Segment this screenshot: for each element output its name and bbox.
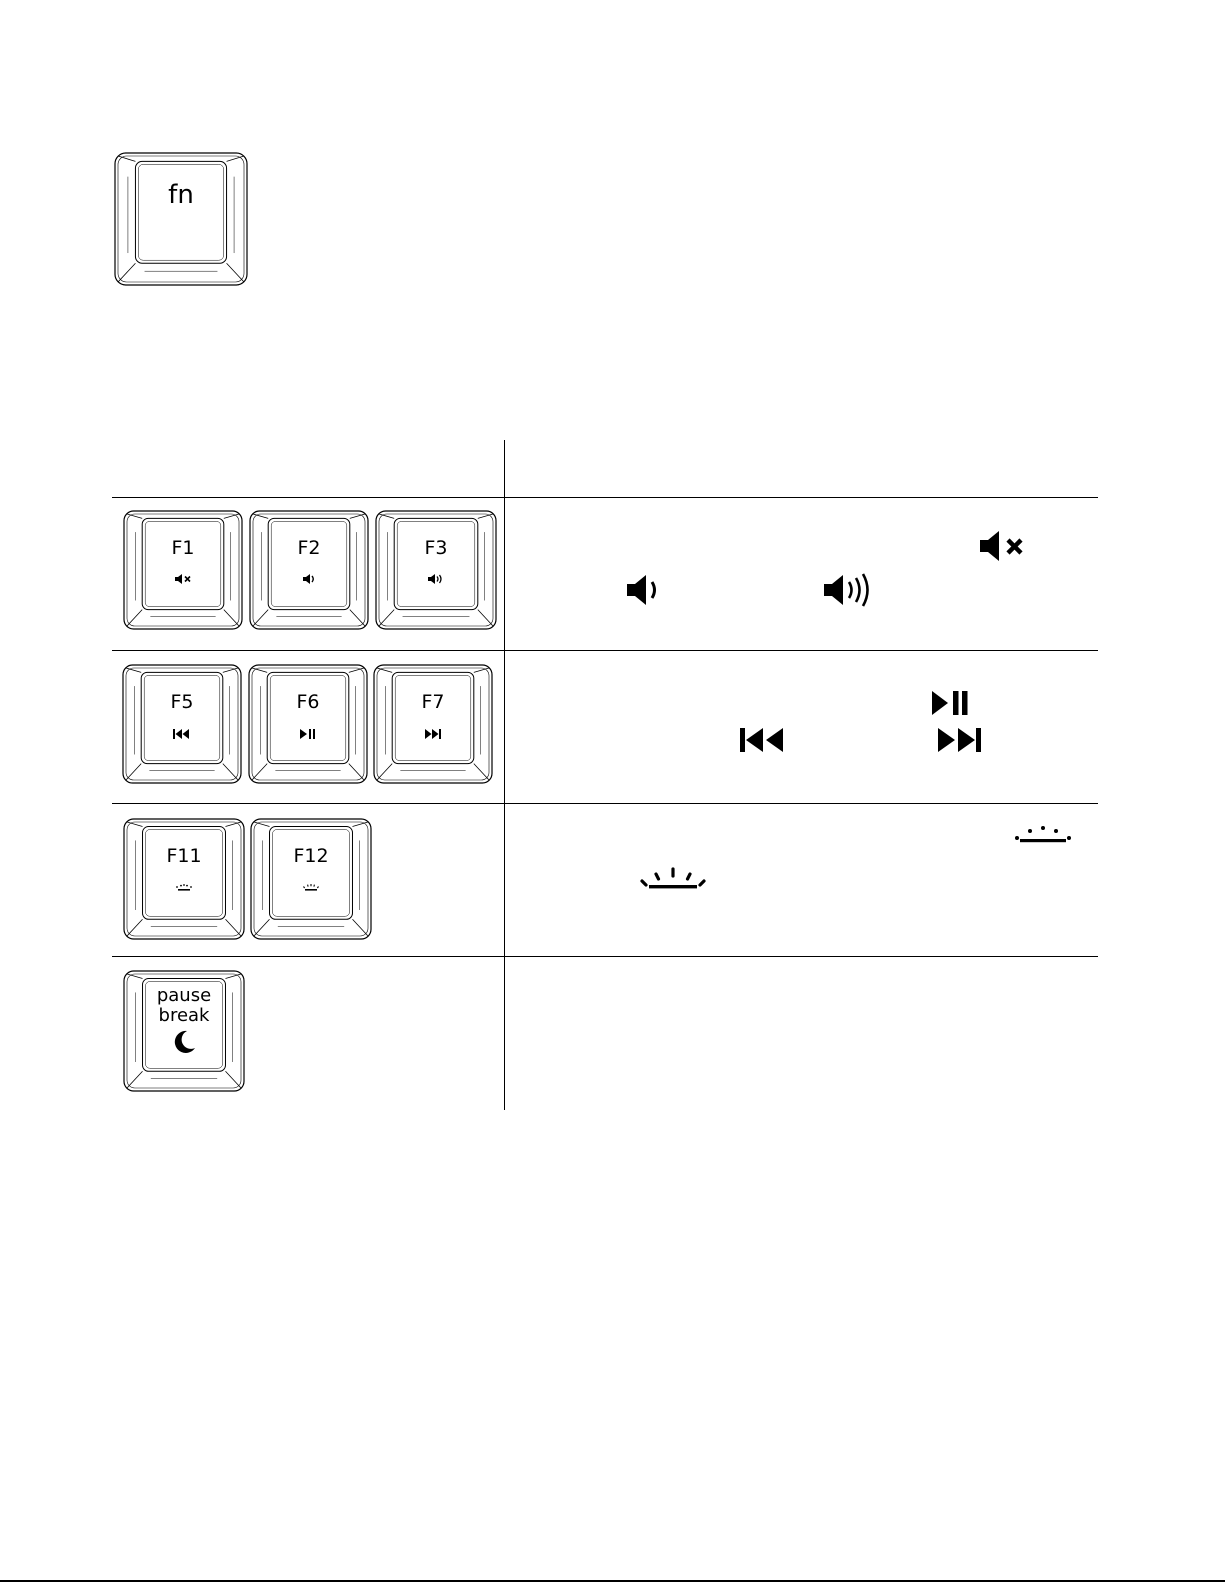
pause-key-label: pause: [156, 985, 212, 1006]
f2-key-label: F2: [297, 537, 321, 559]
fn-key-label: fn: [168, 180, 194, 210]
pause-break-key: [123, 970, 245, 1092]
brightness-down-icon: [174, 882, 194, 892]
keycap-outline: [375, 510, 497, 630]
keycap-outline: [249, 510, 369, 630]
brightness-up-icon: [301, 882, 321, 892]
f1-key: [123, 510, 243, 630]
speaker-high-icon: [427, 573, 445, 585]
keycap-outline: [122, 664, 242, 784]
page-footer-rule: [0, 1580, 1225, 1582]
brightness-down-icon: [1013, 824, 1073, 846]
table-row-divider: [112, 650, 1098, 651]
speaker-low-icon: [626, 574, 660, 606]
play-pause-icon: [931, 690, 971, 716]
table-row-divider: [112, 497, 1098, 498]
previous-track-icon: [172, 728, 192, 740]
next-track-icon: [423, 728, 443, 740]
brightness-up-icon: [640, 866, 706, 892]
table-row-divider: [112, 956, 1098, 957]
speaker-mute-icon: [174, 573, 192, 585]
f7-key-label: F7: [421, 691, 445, 713]
play-pause-icon: [299, 728, 317, 740]
f3-key: [375, 510, 497, 630]
f1-key-label: F1: [171, 537, 195, 559]
speaker-mute-icon: [979, 530, 1027, 562]
speaker-low-icon: [302, 573, 316, 585]
break-key-label: break: [158, 1005, 210, 1026]
f6-key-label: F6: [296, 691, 320, 713]
f3-key-label: F3: [424, 537, 448, 559]
f12-key-label: F12: [293, 845, 329, 867]
next-track-icon: [937, 727, 983, 753]
f11-key-label: F11: [166, 845, 202, 867]
keycap-outline: [248, 664, 368, 784]
table-column-divider: [504, 440, 505, 1110]
keycap-outline: [123, 818, 245, 940]
keycap-outline: [123, 510, 243, 630]
f5-key-label: F5: [170, 691, 194, 713]
table-row-divider: [112, 803, 1098, 804]
speaker-high-icon: [823, 573, 873, 607]
keycap-outline: [373, 664, 493, 784]
keycap-outline: [250, 818, 372, 940]
f6-key: [248, 664, 368, 784]
f12-key: [250, 818, 372, 940]
fn-key: [114, 152, 248, 286]
f7-key: [373, 664, 493, 784]
moon-icon: [171, 1029, 197, 1055]
f11-key: [123, 818, 245, 940]
f5-key: [122, 664, 242, 784]
previous-track-icon: [739, 727, 785, 753]
f2-key: [249, 510, 369, 630]
keycap-outline: [114, 152, 248, 286]
